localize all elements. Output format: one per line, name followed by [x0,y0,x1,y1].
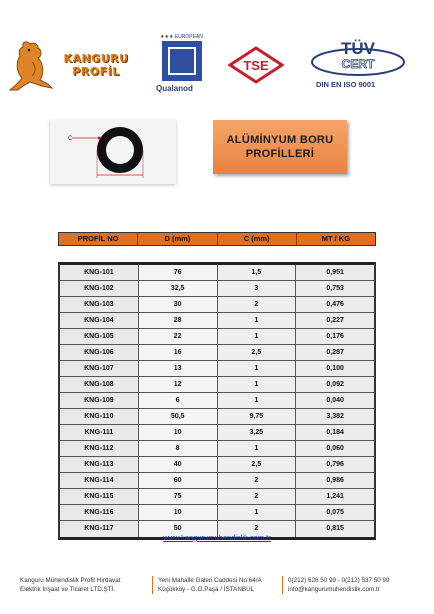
profil-no-cell: KNG-105 [60,329,139,344]
kanguru-profil-logo [8,38,136,92]
profil-no-cell: KNG-116 [60,505,139,520]
c-mm-cell: 2 [218,473,297,488]
mt-kg-cell: 0,951 [296,265,374,280]
d-mm-cell: 10 [139,425,218,440]
mt-kg-cell: 0,184 [296,425,374,440]
table-row [60,505,374,521]
mt-kg-cell: 3,382 [296,409,374,424]
c-mm-cell: 1 [218,505,297,520]
table-row [60,441,374,457]
tube-profile-diagram [50,120,176,184]
footer-company-line2: Elektrik İnşaat ve Ticaret LTD.ŞTİ. [20,586,116,593]
profil-no-cell: KNG-102 [60,281,139,296]
profil-no-cell: KNG-114 [60,473,139,488]
website-link[interactable]: www.kangurumuhendislik.com.tr [163,533,271,542]
profil-no-cell: KNG-115 [60,489,139,504]
c-mm-cell: 9,75 [218,409,297,424]
tuv-cert-logo [306,36,410,92]
kanguru-logo-line1: KANGURU [63,52,129,65]
profil-no-cell: KNG-106 [60,345,139,360]
mt-kg-cell: 0,796 [296,457,374,472]
c-mm-cell: 3 [218,281,297,296]
mt-kg-cell: 0,040 [296,393,374,408]
c-mm-cell: 3,25 [218,425,297,440]
c-mm-cell: 2,5 [218,457,297,472]
d-mm-cell: 22 [139,329,218,344]
d-mm-cell: 40 [139,457,218,472]
c-mm-cell: 1 [218,377,297,392]
kangaroo-icon [8,38,60,92]
mt-kg-cell: 0,986 [296,473,374,488]
profil-no-cell: KNG-112 [60,441,139,456]
d-mm-cell: 6 [139,393,218,408]
tuv-logo-text: TÜV [341,39,375,58]
table-row [60,393,374,409]
d-mm-cell: 76 [139,265,218,280]
mt-kg-cell: 0,287 [296,345,374,360]
table-row [60,297,374,313]
d-mm-cell: 32,5 [139,281,218,296]
profil-no-cell: KNG-113 [60,457,139,472]
d-mm-cell: 75 [139,489,218,504]
header-d-mm: D (mm) [138,233,217,245]
table-row [60,473,374,489]
c-mm-cell: 1 [218,393,297,408]
table-row [60,377,374,393]
page-title-box [213,120,347,174]
d-mm-cell: 50 [139,521,218,537]
profil-no-cell: KNG-104 [60,313,139,328]
mt-kg-cell: 1,241 [296,489,374,504]
label-c: C [68,136,73,142]
kanguru-logo-line2: PROFİL [72,65,120,78]
footer-address-line2: Küçükköy - G.O.Paşa / İSTANBUL [158,586,255,593]
header-c-mm: C (mm) [218,233,297,245]
mt-kg-cell: 0,060 [296,441,374,456]
table-body [58,262,376,540]
footer [20,576,420,598]
tse-logo [228,46,284,84]
table-header-row [58,232,376,246]
mt-kg-cell: 0,815 [296,521,374,537]
qualanod-name: Qualanod [156,84,193,93]
cert-logo-text: CERT [341,57,375,71]
c-mm-cell: 1 [218,361,297,376]
d-mm-cell: 30 [139,297,218,312]
mt-kg-cell: 0,476 [296,297,374,312]
title-line2: PROFİLLERİ [245,148,315,160]
d-mm-cell: 50,5 [139,409,218,424]
table-row [60,409,374,425]
d-mm-cell: 13 [139,361,218,376]
profil-no-cell: KNG-107 [60,361,139,376]
qualanod-logo [156,34,214,96]
mt-kg-cell: 0,092 [296,377,374,392]
c-mm-cell: 1 [218,329,297,344]
tuv-din-text: DIN EN ISO 9001 [316,80,376,89]
profil-no-cell: KNG-111 [60,425,139,440]
c-mm-cell: 1 [218,313,297,328]
footer-address [152,576,272,594]
d-mm-cell: 12 [139,377,218,392]
c-mm-cell: 2 [218,521,297,537]
d-mm-cell: 60 [139,473,218,488]
table-row [60,281,374,297]
profil-no-cell: KNG-108 [60,377,139,392]
d-mm-cell: 16 [139,345,218,360]
c-mm-cell: 1 [218,441,297,456]
c-mm-cell: 2 [218,489,297,504]
table-row [60,265,374,281]
profil-no-cell: KNG-101 [60,265,139,280]
header-mt-kg: MT / KG [321,234,351,243]
table-row [60,361,374,377]
table-row [60,329,374,345]
footer-address-line1: Yeni Mahalle Galeri Caddesi No:64/A [158,577,262,584]
profil-no-cell: KNG-109 [60,393,139,408]
profile-table [58,232,376,540]
profil-no-cell: KNG-110 [60,409,139,424]
mt-kg-cell: 0,100 [296,361,374,376]
c-mm-cell: 2,5 [218,345,297,360]
footer-email[interactable]: info@kangurumuhendislik.com.tr [288,586,380,593]
c-mm-cell: 2 [218,297,297,312]
header-profil-no: PROFİL NO [59,233,138,245]
tse-logo-text: TSE [243,58,269,73]
table-row [60,489,374,505]
table-row [60,313,374,329]
mt-kg-cell: 0,075 [296,505,374,520]
profil-no-cell: KNG-117 [60,521,139,537]
qualanod-stars: ★★★ EUROPEAN [160,34,203,40]
mt-kg-cell: 0,176 [296,329,374,344]
c-mm-cell: 1,5 [218,265,297,280]
table-row [60,425,374,441]
footer-company [20,576,140,594]
label-d: D [118,168,123,174]
d-mm-cell: 8 [139,441,218,456]
footer-company-line1: Kanguru Mühendislik Profil Hırdavat [20,577,121,584]
qualanod-badge-icon [162,41,202,81]
d-mm-cell: 10 [139,505,218,520]
footer-contact [282,576,422,594]
title-line1: ALÜMİNYUM BORU [226,134,334,146]
profil-no-cell: KNG-103 [60,297,139,312]
mt-kg-cell: 0,753 [296,281,374,296]
logo-row [8,34,426,96]
table-row [60,345,374,361]
footer-phone: 0(212) 626 50 99 - 0(212) 537 50 99 [288,577,390,584]
table-row [60,457,374,473]
mt-kg-cell: 0,227 [296,313,374,328]
d-mm-cell: 28 [139,313,218,328]
